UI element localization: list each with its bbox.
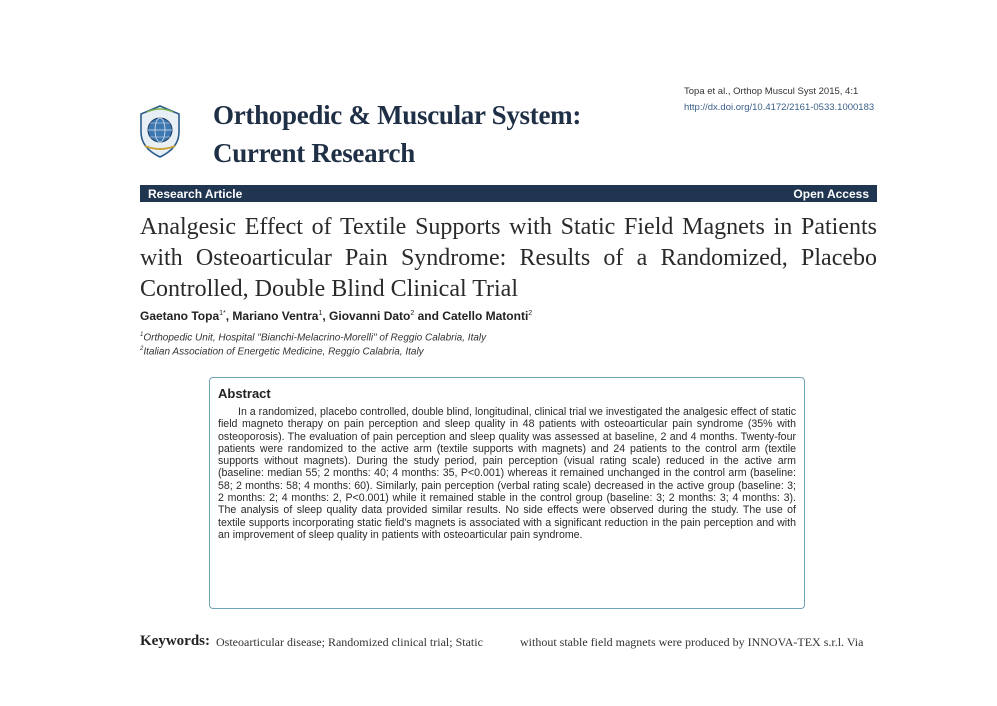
author-name: Catello Matonti [442, 309, 529, 323]
keywords-text: Osteoarticular disease; Randomized clinical trial; Static [216, 635, 483, 649]
author-affiliation-mark: 2 [528, 310, 533, 317]
journal-title-line1: Orthopedic & Muscular System: [213, 100, 582, 130]
paper-title: Analgesic Effect of Textile Supports with Static Field Magnets in Patients with Osteoarticular Pain Syndrome: Results of a Randomized, Placebo Controlled, Double Blind Clinical Trial [140, 214, 877, 302]
author-name: Gaetano Topa [140, 309, 220, 323]
affiliation-text: Orthopedic Unit, Hospital "Bianchi-Melacrino-Morelli" of Reggio Calabria, Italy [143, 332, 487, 344]
author-name: Giovanni Dato [329, 309, 411, 323]
author-separator: and [414, 309, 443, 323]
article-type-banner [140, 185, 877, 202]
journal-logo-icon [135, 102, 185, 160]
author-affiliation-mark: 1 [318, 310, 323, 317]
affiliation [140, 346, 424, 357]
affiliation [140, 332, 486, 343]
abstract-heading: Abstract [218, 386, 271, 401]
citation: Topa et al., Orthop Muscul Syst 2015, 4:1 [684, 86, 859, 97]
journal-title-line2: Current Research [213, 138, 415, 168]
author-affiliation-mark: 2 [410, 310, 415, 317]
keywords-row [140, 633, 877, 653]
body-text-fragment: without stable field magnets were produced by INNOVA-TEX s.r.l. Via [520, 635, 864, 649]
author-affiliation-mark: 1* [219, 310, 226, 317]
author-separator: , [225, 309, 233, 323]
article-type-label: Research Article [148, 186, 243, 201]
author-list [140, 309, 877, 323]
affiliation-text: Italian Association of Energetic Medicine, Reggio Calabria, Italy [143, 346, 424, 358]
doi-link[interactable]: http://dx.doi.org/10.4172/2161-0533.1000183 [684, 102, 875, 113]
abstract-box [209, 377, 805, 609]
affiliation-mark: 1 [140, 332, 144, 338]
abstract-text: In a randomized, placebo controlled, double blind, longitudinal, clinical trial we investigated the analgesic effect of static field magneto therapy on pain perception and sleep quality in 48 patients with osteoarticular pain syndrome (35% with osteoporosis). The evaluation of pain perception and sleep quality was assessed at baseline, 2 and 4 months. Twenty-four patients were randomized to the active arm (textile supports with magnets) and 24 patients to the control arm (textile supports without magnets). During the study period, pain perception (visual rating scale) reduced in the active arm (baseline: median 55; 2 months: 40; 4 months: 35, P<0.001) whereas it remained unchanged in the control arm (baseline: 58; 2 months: 58; 4 months: 60). Similarly, pain perception (verbal rating scale) decreased in the active group (baseline: 3; 2 months: 2; 4 months: 2, P<0.001) while it remained stable in the control group (baseline: 3; 2 months: 3; 4 months: 3). The analysis of sleep quality data provided similar results. No side effects were observed during the study. The use of textile supports incorporating static field's magnets is associated with a significant reduction in the pain perception and with an improvement of sleep quality in patients with osteoarticular pain syndrome. [218, 406, 796, 541]
affiliation-mark: 2 [140, 346, 144, 352]
author-separator: , [322, 309, 330, 323]
keywords-label: Keywords: [140, 633, 210, 649]
author-name: Mariano Ventra [232, 309, 319, 323]
open-access-label: Open Access [793, 186, 869, 201]
